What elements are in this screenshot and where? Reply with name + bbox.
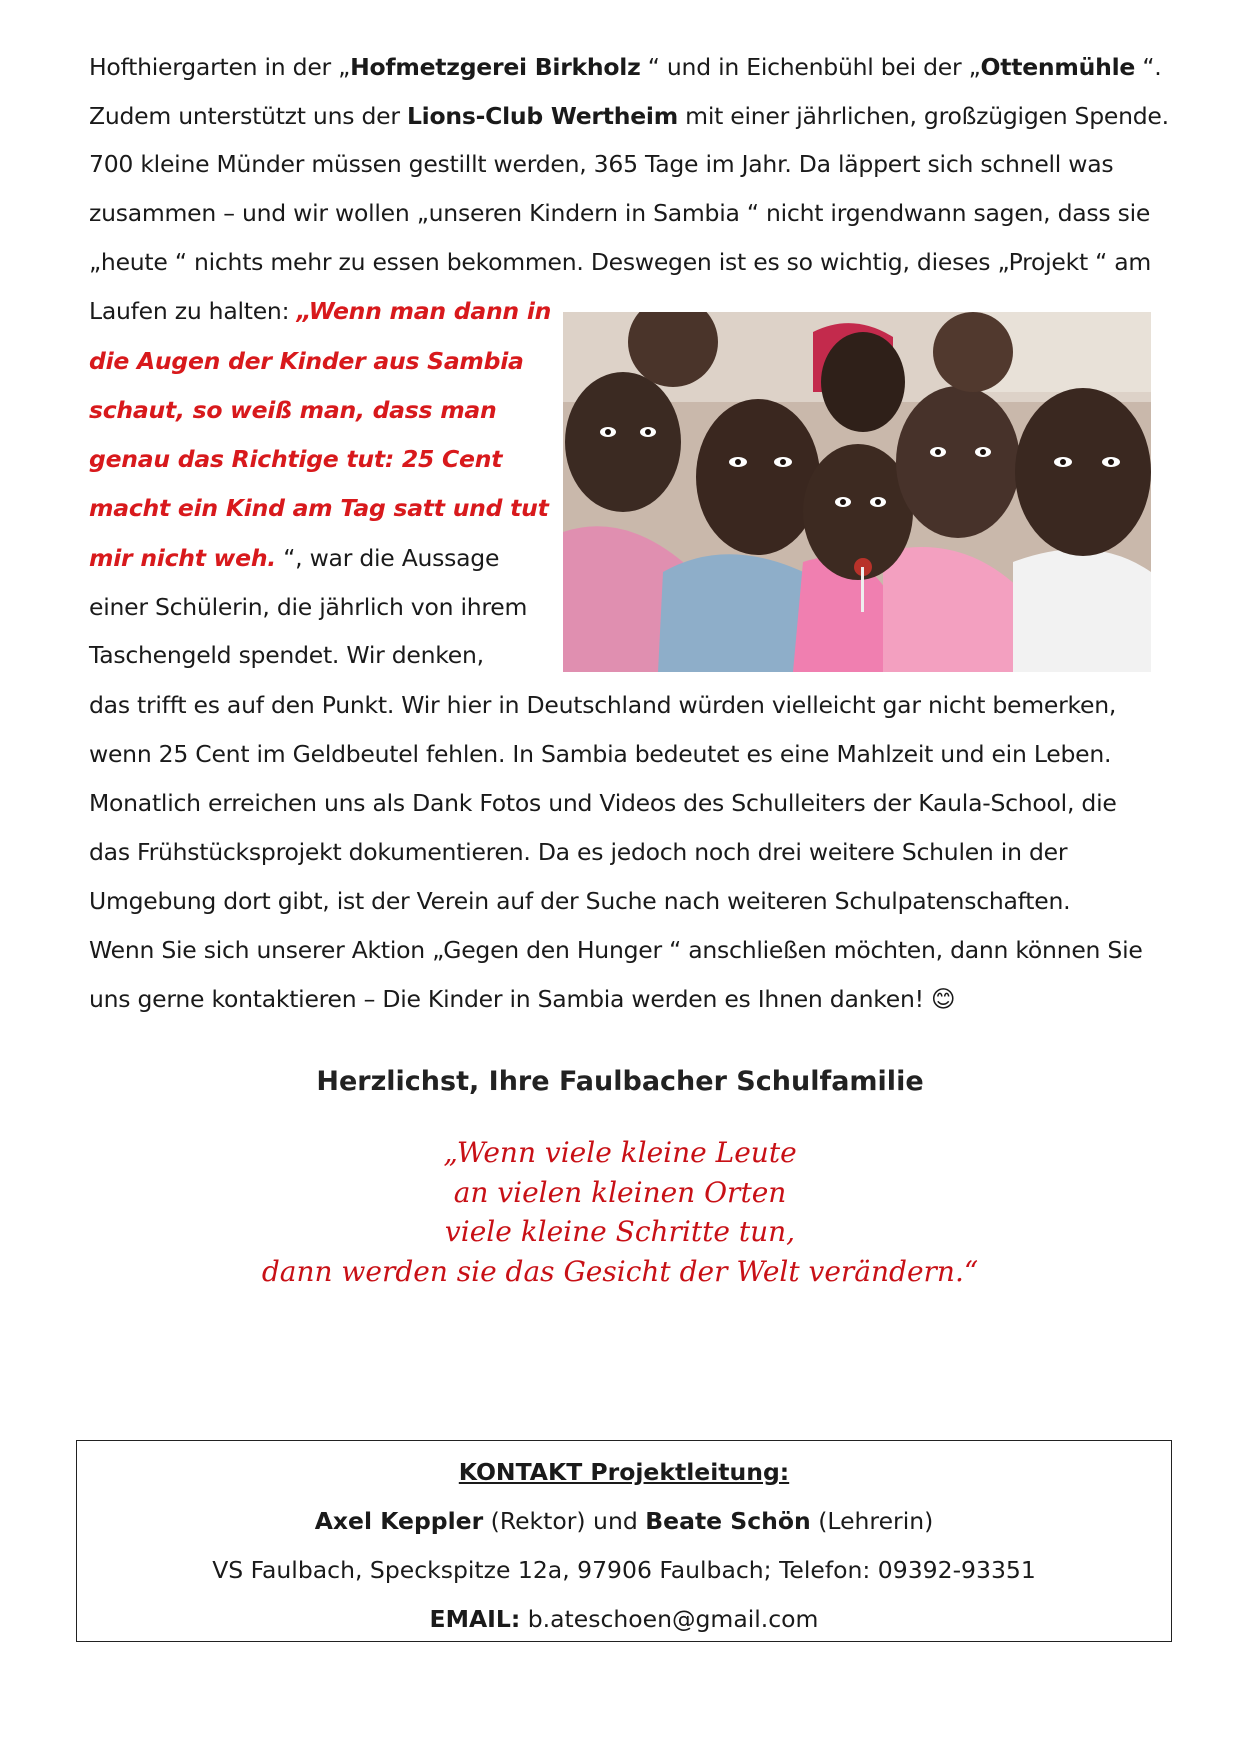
text-segment: wenn 25 Cent im Geldbeutel fehlen. In Sambia bedeutet es eine Mahlzeit und ein Leben. bbox=[89, 740, 1112, 768]
bold-segment: Ottenmühle bbox=[980, 53, 1136, 81]
red-quote-segment: die Augen der Kinder aus Sambia bbox=[89, 347, 524, 375]
contact-heading bbox=[77, 1457, 1171, 1487]
body-text-line bbox=[89, 592, 527, 622]
text-segment: „heute “ nichts mehr zu essen bekommen. Deswegen ist es so wichtig, dieses „Projekt “ am bbox=[89, 248, 1152, 276]
email-label: EMAIL: bbox=[429, 1605, 521, 1633]
contact-email-line bbox=[77, 1604, 1171, 1634]
text-segment: Zudem unterstützt uns der bbox=[89, 102, 407, 130]
body-text-line bbox=[89, 739, 1111, 769]
body-text-line bbox=[89, 640, 484, 670]
body-text-line bbox=[89, 543, 499, 573]
text-segment: das trifft es auf den Punkt. Wir hier in Deutschland würden vielleicht gar nicht bemerken, bbox=[89, 691, 1117, 719]
contact-heading-text: KONTAKT Projektleitung: bbox=[458, 1458, 790, 1486]
children-photo-illustration bbox=[563, 312, 1151, 672]
person2-role: (Lehrerin) bbox=[810, 1507, 934, 1535]
person1-role: (Rektor) und bbox=[483, 1507, 646, 1535]
body-text-line bbox=[89, 52, 1161, 82]
quote-line: viele kleine Schritte tun, bbox=[444, 1215, 796, 1248]
email-address[interactable]: b.ateschoen@gmail.com bbox=[520, 1605, 819, 1633]
children-photo bbox=[563, 312, 1151, 672]
body-text-line bbox=[89, 788, 1117, 818]
text-segment: Hofthiergarten in der „ bbox=[89, 53, 351, 81]
body-text-line bbox=[89, 101, 1169, 131]
body-text-line bbox=[89, 935, 1143, 965]
text-segment: 700 kleine Münder müssen gestillt werden, 365 Tage im Jahr. Da läppert sich schnell was bbox=[89, 150, 1114, 178]
body-text-line bbox=[89, 690, 1116, 720]
closing-quote bbox=[0, 1133, 1240, 1291]
text-segment: “ und in Eichenbühl bei der „ bbox=[640, 53, 981, 81]
bold-segment: Lions-Club Wertheim bbox=[406, 102, 678, 130]
text-segment: Taschengeld spendet. Wir denken, bbox=[89, 641, 484, 669]
text-segment: Laufen zu halten: bbox=[89, 297, 297, 325]
red-quote-segment: macht ein Kind am Tag satt und tut bbox=[89, 494, 549, 522]
body-text-line bbox=[89, 247, 1151, 277]
text-segment: zusammen – und wir wollen „unseren Kindern in Sambia “ nicht irgendwann sagen, dass sie bbox=[89, 199, 1151, 227]
red-quote-segment: „Wenn man dann in bbox=[296, 297, 552, 325]
contact-address: VS Faulbach, Speckspitze 12a, 97906 Faulbach; Telefon: 09392-93351 bbox=[212, 1556, 1036, 1584]
body-text-line bbox=[89, 886, 1070, 916]
signature: Herzlichst, Ihre Faulbacher Schulfamilie bbox=[316, 1066, 924, 1097]
person2-name: Beate Schön bbox=[645, 1507, 811, 1535]
text-segment: Umgebung dort gibt, ist der Verein auf der Suche nach weiteren Schulpatenschaften. bbox=[89, 887, 1071, 915]
body-text-line bbox=[89, 149, 1113, 179]
red-quote-segment: schaut, so weiß man, dass man bbox=[89, 396, 497, 424]
contact-box bbox=[76, 1440, 1172, 1642]
quote-line: dann werden sie das Gesicht der Welt verändern.“ bbox=[261, 1254, 979, 1288]
red-quote-segment: mir nicht weh. bbox=[89, 544, 276, 572]
body-text-line bbox=[89, 395, 497, 425]
text-segment: uns gerne kontaktieren – Die Kinder in Sambia werden es Ihnen danken! 😊 bbox=[89, 985, 956, 1013]
text-segment: “, war die Aussage bbox=[275, 544, 500, 572]
body-text-line bbox=[89, 444, 502, 474]
text-segment: Monatlich erreichen uns als Dank Fotos und Videos des Schulleiters der Kaula-School, die bbox=[89, 789, 1117, 817]
text-segment: mit einer jährlichen, großzügigen Spende. bbox=[677, 102, 1169, 130]
text-segment: Wenn Sie sich unserer Aktion „Gegen den Hunger “ anschließen möchten, dann können Sie bbox=[89, 936, 1143, 964]
bold-segment: Hofmetzgerei Birkholz bbox=[350, 53, 641, 81]
text-segment: einer Schülerin, die jährlich von ihrem bbox=[89, 593, 528, 621]
body-text-line bbox=[89, 493, 549, 523]
body-text-line bbox=[89, 296, 551, 326]
body-text-line bbox=[89, 984, 955, 1014]
quote-line: „Wenn viele kleine Leute bbox=[443, 1136, 797, 1169]
quote-line: an vielen kleinen Orten bbox=[453, 1175, 787, 1209]
person1-name: Axel Keppler bbox=[314, 1507, 484, 1535]
body-text-line bbox=[89, 837, 1067, 867]
body-text-line bbox=[89, 346, 524, 376]
text-segment: das Frühstücksprojekt dokumentieren. Da es jedoch noch drei weitere Schulen in der bbox=[89, 838, 1068, 866]
contact-persons bbox=[77, 1506, 1171, 1536]
red-quote-segment: genau das Richtige tut: 25 Cent bbox=[89, 445, 503, 473]
text-segment: “. bbox=[1135, 53, 1162, 81]
body-text-line bbox=[89, 198, 1150, 228]
